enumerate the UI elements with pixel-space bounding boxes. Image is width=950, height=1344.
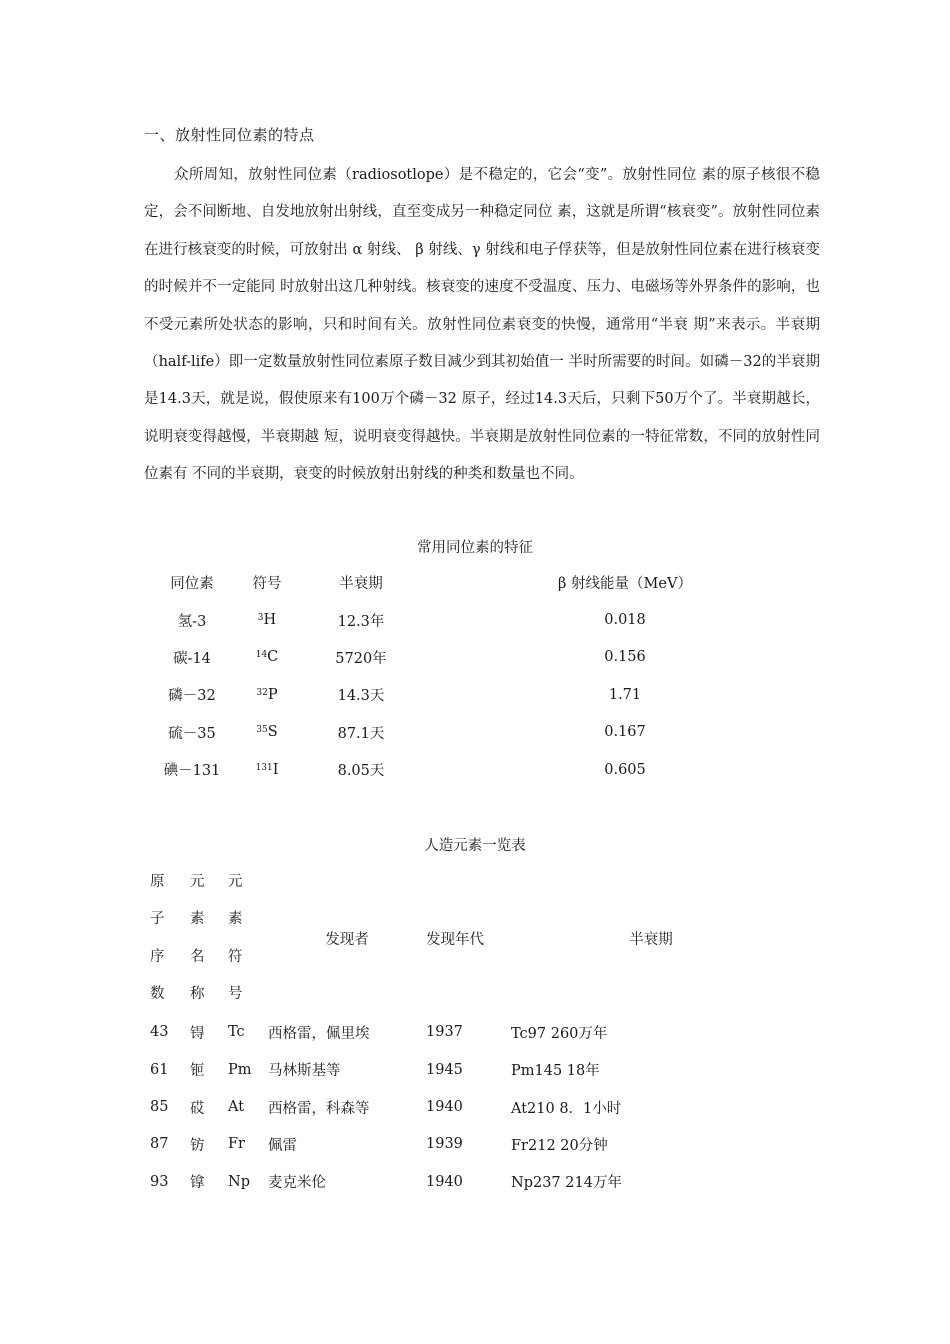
header-isotope: 同位素 [170,576,214,593]
isotope-name: 氢-3 [177,613,207,630]
header-char: 数 [150,986,165,1003]
element-name: 钫 [190,1137,205,1154]
header-discoverer: 发现者 [325,932,369,949]
half-life: 5720年 [335,650,387,667]
element-letter: P [267,686,278,703]
beta-energy: 0.167 [604,724,646,741]
beta-energy: 0.018 [604,612,646,629]
table2-title: 人造元素一览表 [424,838,526,854]
table-row [150,1014,791,1051]
atomic-number: 85 [150,1099,169,1116]
discovery-year: 1937 [426,1024,463,1041]
header-symbol: 符号 [252,576,282,593]
header-char: 素 [228,911,243,928]
header-element-name [190,864,228,1014]
beta-energy: 1.71 [608,686,642,703]
header-char: 元 [228,874,243,890]
isotope-symbol [234,676,300,713]
table-header-row [150,864,791,1014]
element-symbol: Np [228,1173,250,1190]
element-symbol: Tc [228,1024,245,1041]
header-half-life: 半衰期 [339,576,383,593]
isotope-symbol [234,601,300,638]
element-letter: I [272,761,279,778]
isotope-symbol [234,714,300,751]
element-letter: S [267,724,278,741]
half-life: At210 8．1小时 [511,1100,622,1117]
discovery-year: 1940 [426,1173,463,1190]
half-life: 12.3年 [337,613,385,630]
mass-number: 131 [255,762,273,773]
half-life: Fr212 20分钟 [511,1137,608,1154]
mass-number: 14 [255,650,268,661]
header-char: 符 [228,948,243,965]
element-name: 锝 [190,1025,205,1042]
discoverer: 马林斯基等 [268,1063,341,1080]
isotope-name: 磷－32 [168,688,216,705]
mass-number: 35 [256,725,268,736]
table-row [150,1126,791,1163]
header-char: 称 [190,986,205,1003]
isotope-name: 碳-14 [173,650,211,667]
isotope-symbol [234,751,300,788]
section-heading: 一、放射性同位素的特点 [144,126,315,144]
isotope-name: 碘－131 [163,763,221,780]
isotope-table [150,564,828,788]
half-life: Tc97 260万年 [511,1025,608,1042]
table-row [150,751,828,788]
atomic-number: 87 [150,1136,169,1153]
discoverer: 麦克米伦 [268,1175,326,1192]
header-char: 元 [190,874,205,890]
intro-paragraph: 众所周知，放射性同位素（radiosotlope）是不稳定的，它会“变”。放射性同位 素的原子核很不稳定，会不间断地、自发地放射出射线，直至变成另一种稳定同位 素，这就是所谓“核衰变”。放射性同位素在进行核衰变的时候，可放射出 α 射线、 β 射线、γ 射线和电子俘获等，但是放射性同位素在进行核衰变的时候并不一定能同 时放射出这几种射线。核衰变的速度不受温度、压力、电磁场等外界条件的影响，也 不受元素所处状态的影响，只和时间有关。放射性同位素衰变的快慢，通常用“半衰 期”来表示。半衰期（half-life）即一定数量放射性同位素原子数目减少到其初始值一 半时所需要的时间。如磷－32的半衰期是14.3天，就是说，假使原来有100万个磷－32 原子，经过14.3天后，只剩下50万个了。半衰期越长，说明衰变得越慢，半衰期越 短，说明衰变得越快。半衰期是放射性同位素的一特征常数，不同的放射性同位素有 不同的半衰期，衰变的时候放射出射线的种类和数量也不同。 [144,167,820,483]
half-life: 14.3天 [337,688,385,705]
half-life: Pm145 18年 [511,1063,600,1080]
isotope-symbol [234,639,300,676]
discoverer: 佩雷 [268,1137,297,1154]
table-row [150,1088,791,1125]
table-row [150,601,828,638]
table-row [150,1163,791,1200]
element-letter: C [267,649,279,666]
beta-energy: 0.605 [604,761,646,778]
element-symbol: At [228,1099,245,1116]
header-char: 原 [150,874,165,890]
half-life: 8.05天 [337,763,385,780]
header-half-life: 半衰期 [629,932,673,949]
table1-title: 常用同位素的特征 [417,540,533,556]
header-atomic-number [150,864,190,1014]
discovery-year: 1945 [426,1061,463,1078]
element-symbol: Pm [228,1061,252,1078]
header-char: 号 [228,986,243,1003]
header-char: 子 [150,911,165,928]
element-name: 砹 [190,1100,205,1117]
header-char: 素 [190,911,205,928]
mass-number: 3 [257,613,264,624]
header-beta-energy: β 射线能量（MeV） [558,576,692,593]
element-symbol: Fr [228,1136,245,1153]
half-life: 87.1天 [337,725,385,742]
element-letter: H [263,612,277,629]
atomic-number: 93 [150,1173,169,1190]
table-header-row [150,564,828,601]
isotope-name: 硫－35 [168,725,216,742]
beta-energy: 0.156 [604,649,646,666]
header-element-symbol [228,864,268,1014]
table-row [150,639,828,676]
artificial-elements-table [150,864,791,1201]
table-row [150,1051,791,1088]
discoverer: 西格雷，科森等 [268,1100,370,1117]
element-name: 钷 [190,1063,205,1080]
header-year: 发现年代 [426,932,484,949]
discoverer: 西格雷，佩里埃 [268,1025,370,1042]
header-char: 名 [190,948,205,965]
mass-number: 32 [256,687,268,698]
atomic-number: 43 [150,1024,169,1041]
discovery-year: 1939 [426,1136,463,1153]
half-life: Np237 214万年 [511,1175,622,1192]
table-row [150,714,828,751]
element-name: 镎 [190,1175,205,1192]
header-char: 序 [150,948,165,965]
atomic-number: 61 [150,1061,169,1078]
table-row [150,676,828,713]
discovery-year: 1940 [426,1099,463,1116]
